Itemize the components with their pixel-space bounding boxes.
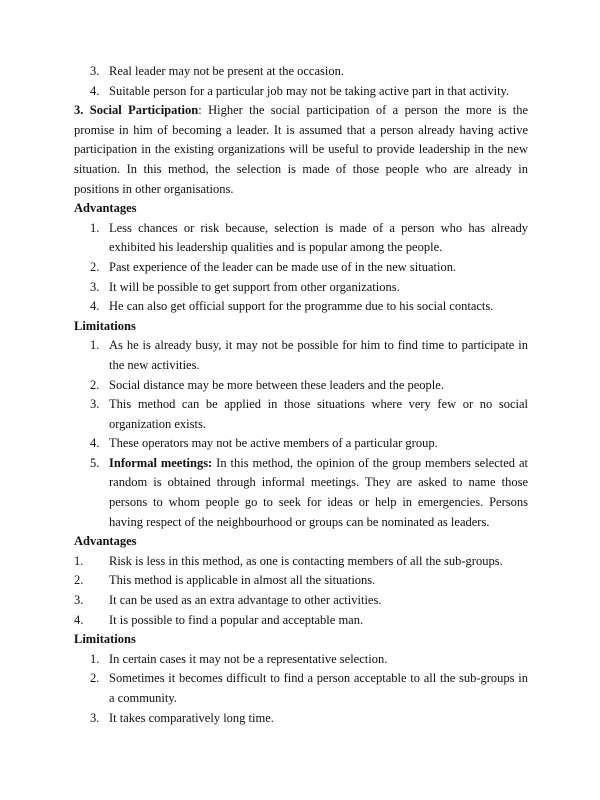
list-number: 4. bbox=[90, 83, 100, 98]
list-item bbox=[0, 376, 600, 396]
list-number: 2. bbox=[90, 671, 100, 686]
list-number: 2. bbox=[90, 377, 100, 392]
list-number: 5. bbox=[90, 455, 100, 470]
list-number: 2. bbox=[74, 573, 84, 588]
list-item bbox=[0, 258, 600, 278]
list-item bbox=[0, 278, 600, 298]
list-item bbox=[0, 571, 600, 591]
list-item bbox=[0, 395, 600, 434]
list-item bbox=[0, 454, 600, 532]
section-paragraph bbox=[0, 101, 600, 199]
list-number: 1. bbox=[90, 220, 100, 235]
list-text: Risk is less in this method, as one is contacting members of all the sub-groups. bbox=[109, 553, 503, 568]
list-text: Less chances or risk because, selection is made of a person who has already exhibited his leadership qualities and is popular among the people. bbox=[109, 220, 528, 255]
list-number: 4. bbox=[90, 436, 100, 451]
list-text: He can also get official support for the programme due to his social contacts. bbox=[109, 299, 494, 314]
list-item bbox=[0, 611, 600, 631]
list-number: 4. bbox=[90, 299, 100, 314]
list-text: Real leader may not be present at the occasion. bbox=[109, 64, 344, 78]
list-number: 4. bbox=[74, 612, 84, 627]
limitations-heading: Limitations bbox=[74, 632, 136, 647]
list-text: In certain cases it may not be a representative selection. bbox=[109, 651, 388, 666]
list-text: This method is applicable in almost all the situations. bbox=[109, 573, 376, 588]
list-number: 1. bbox=[74, 553, 84, 568]
list-text: It can be used as an extra advantage to other activities. bbox=[109, 593, 382, 608]
list-number: 3. bbox=[90, 710, 100, 725]
list-item bbox=[0, 297, 600, 317]
list-text: In this method, the opinion of the group members selected at random is obtained through informal meetings. They are asked to name those persons to whom people go to seek for ideas or help in emergencies. Persons having respect of the neighbourhood or groups can be nominated as leaders. bbox=[109, 455, 529, 529]
list-item bbox=[0, 434, 600, 454]
list-item bbox=[0, 650, 600, 670]
section-text: : Higher the social participation of a person the more is the promise in him of becoming a leader. It is assumed that a person already having active participation in the existing organizations will be useful to provide leadership in the new situation. In this method, the selection is made of those people who are already in positions in other organisations. bbox=[74, 103, 529, 196]
list-number: 3. bbox=[90, 397, 100, 412]
list-item bbox=[0, 669, 600, 708]
list-number: 3. bbox=[90, 64, 100, 78]
list-number: 3. bbox=[74, 593, 84, 608]
list-item bbox=[0, 709, 600, 729]
list-number: 3. bbox=[90, 279, 100, 294]
list-item-bold-label: Informal meetings: bbox=[109, 455, 213, 470]
advantages-heading: Advantages bbox=[74, 534, 137, 549]
section-title: 3. Social Participation bbox=[74, 103, 199, 118]
list-item bbox=[0, 336, 600, 375]
list-text: Sometimes it becomes difficult to find a person acceptable to all the sub-groups in a community. bbox=[109, 671, 528, 705]
advantages-heading: Advantages bbox=[74, 201, 137, 216]
limitations-heading: Limitations bbox=[74, 318, 136, 333]
list-text: Social distance may be more between these leaders and the people. bbox=[109, 377, 444, 392]
list-text: This method can be applied in those situations where very few or no social organization exists. bbox=[109, 397, 528, 431]
list-text: Past experience of the leader can be made use of in the new situation. bbox=[109, 259, 457, 274]
list-text: It takes comparatively long time. bbox=[109, 710, 274, 725]
list-item bbox=[0, 62, 600, 82]
list-number: 2. bbox=[90, 259, 100, 274]
list-item bbox=[0, 552, 600, 572]
list-text: As he is already busy, it may not be possible for him to find time to participate in the new activities. bbox=[109, 338, 528, 372]
list-text: It will be possible to get support from other organizations. bbox=[109, 279, 400, 294]
list-item bbox=[0, 591, 600, 611]
list-number: 1. bbox=[90, 338, 100, 353]
list-text: These operators may not be active members of a particular group. bbox=[109, 436, 438, 451]
list-item bbox=[0, 219, 600, 258]
list-text: Suitable person for a particular job may not be taking active part in that activity. bbox=[109, 83, 510, 98]
document-page bbox=[0, 62, 600, 728]
list-number: 1. bbox=[90, 651, 100, 666]
list-item bbox=[0, 82, 600, 102]
list-text: It is possible to find a popular and acceptable man. bbox=[109, 612, 364, 627]
